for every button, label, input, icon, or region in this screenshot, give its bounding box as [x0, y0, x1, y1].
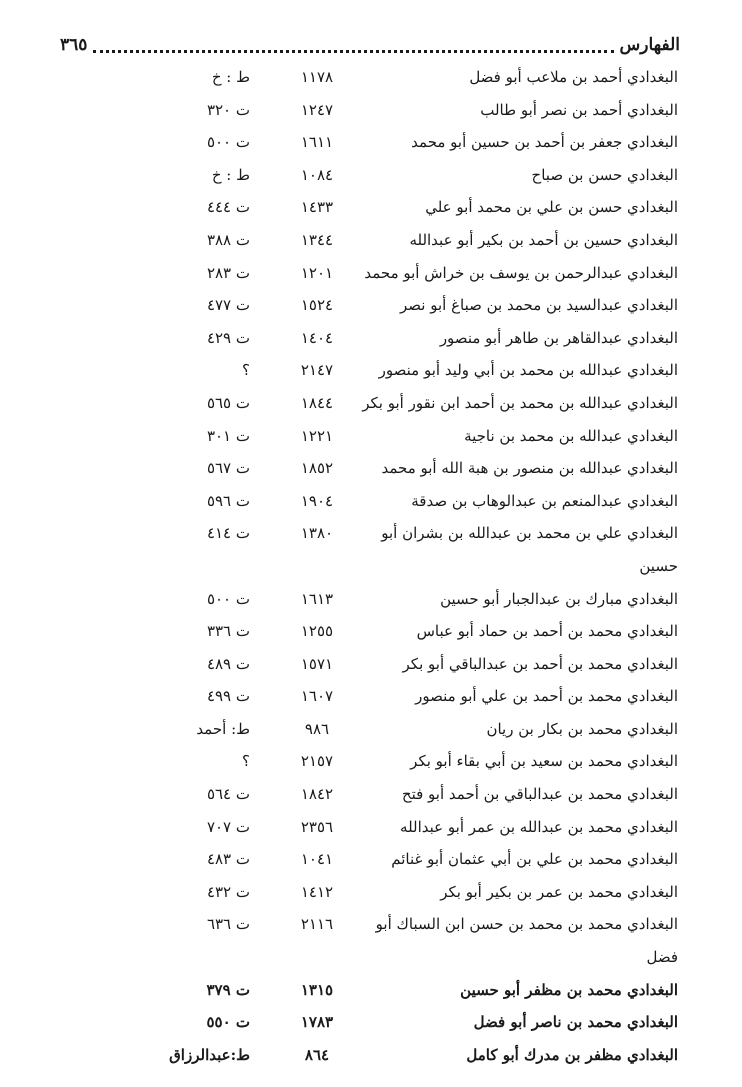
entry-number: ١٤١٢ — [300, 882, 334, 901]
entry-number: ١٠٨٤ — [300, 165, 334, 184]
page-number: ٣٦٥ — [60, 35, 88, 55]
entry-reference: ت ٥٠٠ — [206, 589, 250, 608]
entry-name: البغدادي عبدالله بن محمد بن أبي وليد أبو منصور — [378, 361, 678, 380]
entry-name: البغدادي محمد بن مظفر أبو حسين — [460, 980, 678, 999]
entry-number: ١٦١١ — [300, 133, 334, 152]
index-entry — [0, 1038, 742, 1071]
entry-name: البغدادي عبدالله بن محمد بن ناجية — [464, 426, 678, 445]
entry-reference: ت ٧٠٧ — [206, 817, 250, 836]
entry-name: البغدادي محمد بن عبدالله بن عمر أبو عبدالله — [400, 817, 678, 836]
entry-name: البغدادي عبدالسيد بن محمد بن صباغ أبو نصر — [400, 296, 678, 315]
index-entry — [0, 842, 742, 875]
entry-reference: ط : خ — [211, 165, 250, 184]
index-entry — [0, 679, 742, 712]
index-entry — [0, 158, 742, 191]
entry-number: ١٢٢١ — [300, 426, 334, 445]
entry-number: ١٥٢٤ — [300, 296, 334, 315]
index-entry — [0, 549, 742, 582]
index-entry — [0, 777, 742, 810]
entry-name: البغدادي محمد بن بكار بن ريان — [486, 719, 678, 738]
entry-reference: ت ٢٨٣ — [206, 263, 250, 282]
entry-number: ١٢٥٥ — [300, 622, 334, 641]
entry-reference: ت ٤٨٣ — [206, 850, 250, 869]
index-entry — [0, 875, 742, 908]
entry-reference: ط : خ — [211, 68, 250, 86]
entry-name: البغدادي مظفر بن مدرك أبو كامل — [466, 1045, 678, 1064]
entry-number: ١٤٠٤ — [300, 328, 334, 347]
entry-name: البغدادي محمد بن عبدالباقي بن أحمد أبو فتح — [401, 785, 678, 804]
entry-name: البغدادي عبدالرحمن بن يوسف بن خراش أبو محمد — [364, 263, 678, 282]
entry-reference: ت ٤٧٧ — [206, 296, 250, 315]
entry-number: ١٩٠٤ — [300, 491, 334, 510]
running-header — [60, 30, 680, 60]
index-entry — [0, 386, 742, 419]
entry-reference: ت ٣٢٠ — [206, 100, 250, 119]
entry-number: ١١٧٨ — [300, 68, 334, 86]
entry-reference: ت ٣٧٩ — [206, 980, 250, 999]
index-entry — [0, 1005, 742, 1038]
entry-reference: ت ٥٥٠ — [206, 1013, 250, 1032]
entry-number: ١٨٤٤ — [300, 393, 334, 412]
index-entry — [0, 353, 742, 386]
entry-name: البغدادي أحمد بن ملاعب أبو فضل — [469, 68, 678, 86]
entry-number: ١٥٧١ — [300, 654, 334, 673]
entry-name: البغدادي محمد بن أحمد بن حماد أبو عباس — [416, 622, 678, 641]
entry-name: البغدادي عبدالقاهر بن طاهر أبو منصور — [439, 328, 678, 347]
entry-name: البغدادي محمد بن محمد بن حسن ابن السباك أبو — [375, 915, 678, 934]
entry-name: البغدادي محمد بن أحمد بن علي أبو منصور — [415, 687, 678, 706]
entry-name: البغدادي عبدالله بن منصور بن هبة الله أبو محمد — [381, 459, 678, 478]
index-entry — [0, 288, 742, 321]
entry-number: ١٠٤١ — [300, 850, 334, 869]
entry-number: ٢٣٥٦ — [300, 817, 334, 836]
index-entry — [0, 582, 742, 615]
entry-name: البغدادي عبدالله بن محمد بن أحمد ابن نقور أبو بكر — [362, 393, 678, 412]
entry-name: البغدادي جعفر بن أحمد بن حسين أبو محمد — [411, 133, 678, 152]
index-entry — [0, 125, 742, 158]
entry-reference: ت ٣٠١ — [206, 426, 250, 445]
index-entry — [0, 940, 742, 973]
entry-name: البغدادي أحمد بن نصر أبو طالب — [480, 100, 678, 119]
index-entry — [0, 712, 742, 745]
index-entry — [0, 973, 742, 1006]
dot-leader — [93, 38, 613, 53]
index-entry — [0, 614, 742, 647]
entry-number: ١٢٠١ — [300, 263, 334, 282]
entry-reference: ط:عبدالرزاق — [169, 1045, 250, 1064]
entry-number: ١٨٤٢ — [300, 785, 334, 804]
entry-reference: ت ٤٨٩ — [206, 654, 250, 673]
index-entry — [0, 810, 742, 843]
entry-number: ١٣٨٠ — [300, 524, 334, 543]
entry-number: ٢١٤٧ — [300, 361, 334, 380]
index-entry — [0, 321, 742, 354]
entry-reference: ت ٣٣٦ — [206, 622, 250, 641]
entry-number: ١٨٥٢ — [300, 459, 334, 478]
entry-number: ٨٦٤ — [304, 1045, 330, 1064]
entry-name: حسين — [639, 556, 678, 575]
entry-reference: ت ٥٩٦ — [206, 491, 250, 510]
entry-reference: ط: أحمد — [196, 719, 250, 738]
index-entry — [0, 419, 742, 452]
entry-reference: ت ٤٤٤ — [206, 198, 250, 217]
entry-name: البغدادي محمد بن علي بن أبي عثمان أبو غنائم — [391, 850, 678, 869]
entry-number: ١٧٨٣ — [300, 1013, 334, 1032]
index-entries — [0, 60, 742, 1070]
entry-name: البغدادي مبارك بن عبدالجبار أبو حسين — [440, 589, 678, 608]
index-entry — [0, 451, 742, 484]
index-entry — [0, 60, 742, 93]
index-entry — [0, 190, 742, 223]
entry-reference: ت ٤١٤ — [206, 524, 250, 543]
index-entry — [0, 223, 742, 256]
index-entry — [0, 744, 742, 777]
entry-number: ١٤٣٣ — [300, 198, 334, 217]
entry-name: البغدادي محمد بن سعيد بن أبي بقاء أبو بكر — [410, 752, 678, 771]
entry-reference: ت ٥٦٥ — [206, 393, 250, 412]
entry-reference: ت ٥٦٤ — [206, 785, 250, 804]
entry-number: ٩٨٦ — [304, 719, 330, 738]
entry-number: ١٦١٣ — [300, 589, 334, 608]
entry-number: ١٦٠٧ — [300, 687, 334, 706]
section-title: الفهارس — [619, 35, 680, 55]
entry-reference: ت ٥٦٧ — [206, 459, 250, 478]
entry-reference: ؟ — [242, 752, 250, 771]
entry-reference: ت ٥٠٠ — [206, 133, 250, 152]
entry-reference: ت ٣٨٨ — [206, 230, 250, 249]
entry-reference: ت ٦٣٦ — [206, 915, 250, 934]
entry-name: البغدادي حسن بن صباح — [531, 165, 678, 184]
entry-number: ٢١١٦ — [300, 915, 334, 934]
entry-name: البغدادي حسين بن أحمد بن بكير أبو عبدالله — [409, 230, 678, 249]
index-entry — [0, 93, 742, 126]
entry-name: البغدادي علي بن محمد بن عبدالله بن بشران أبو — [381, 524, 678, 543]
index-entry — [0, 256, 742, 289]
index-entry — [0, 907, 742, 940]
entry-name: البغدادي حسن بن علي بن محمد أبو علي — [425, 198, 678, 217]
entry-name: البغدادي محمد بن ناصر أبو فضل — [473, 1013, 678, 1032]
entry-reference: ت ٤٩٩ — [206, 687, 250, 706]
entry-name: البغدادي محمد بن عمر بن بكير أبو بكر — [440, 882, 678, 901]
entry-number: ١٢٤٧ — [300, 100, 334, 119]
entry-number: ١٣١٥ — [300, 980, 334, 999]
entry-name: فضل — [646, 948, 678, 967]
entry-reference: ت ٤٣٢ — [206, 882, 250, 901]
index-entry — [0, 647, 742, 680]
entry-name: البغدادي محمد بن أحمد بن عبدالباقي أبو بكر — [402, 654, 678, 673]
entry-reference: ت ٤٢٩ — [206, 328, 250, 347]
index-entry — [0, 484, 742, 517]
entry-reference: ؟ — [242, 361, 250, 380]
index-entry — [0, 516, 742, 549]
entry-number: ١٣٤٤ — [300, 230, 334, 249]
entry-name: البغدادي عبدالمنعم بن عبدالوهاب بن صدقة — [411, 491, 678, 510]
entry-number: ٢١٥٧ — [300, 752, 334, 771]
